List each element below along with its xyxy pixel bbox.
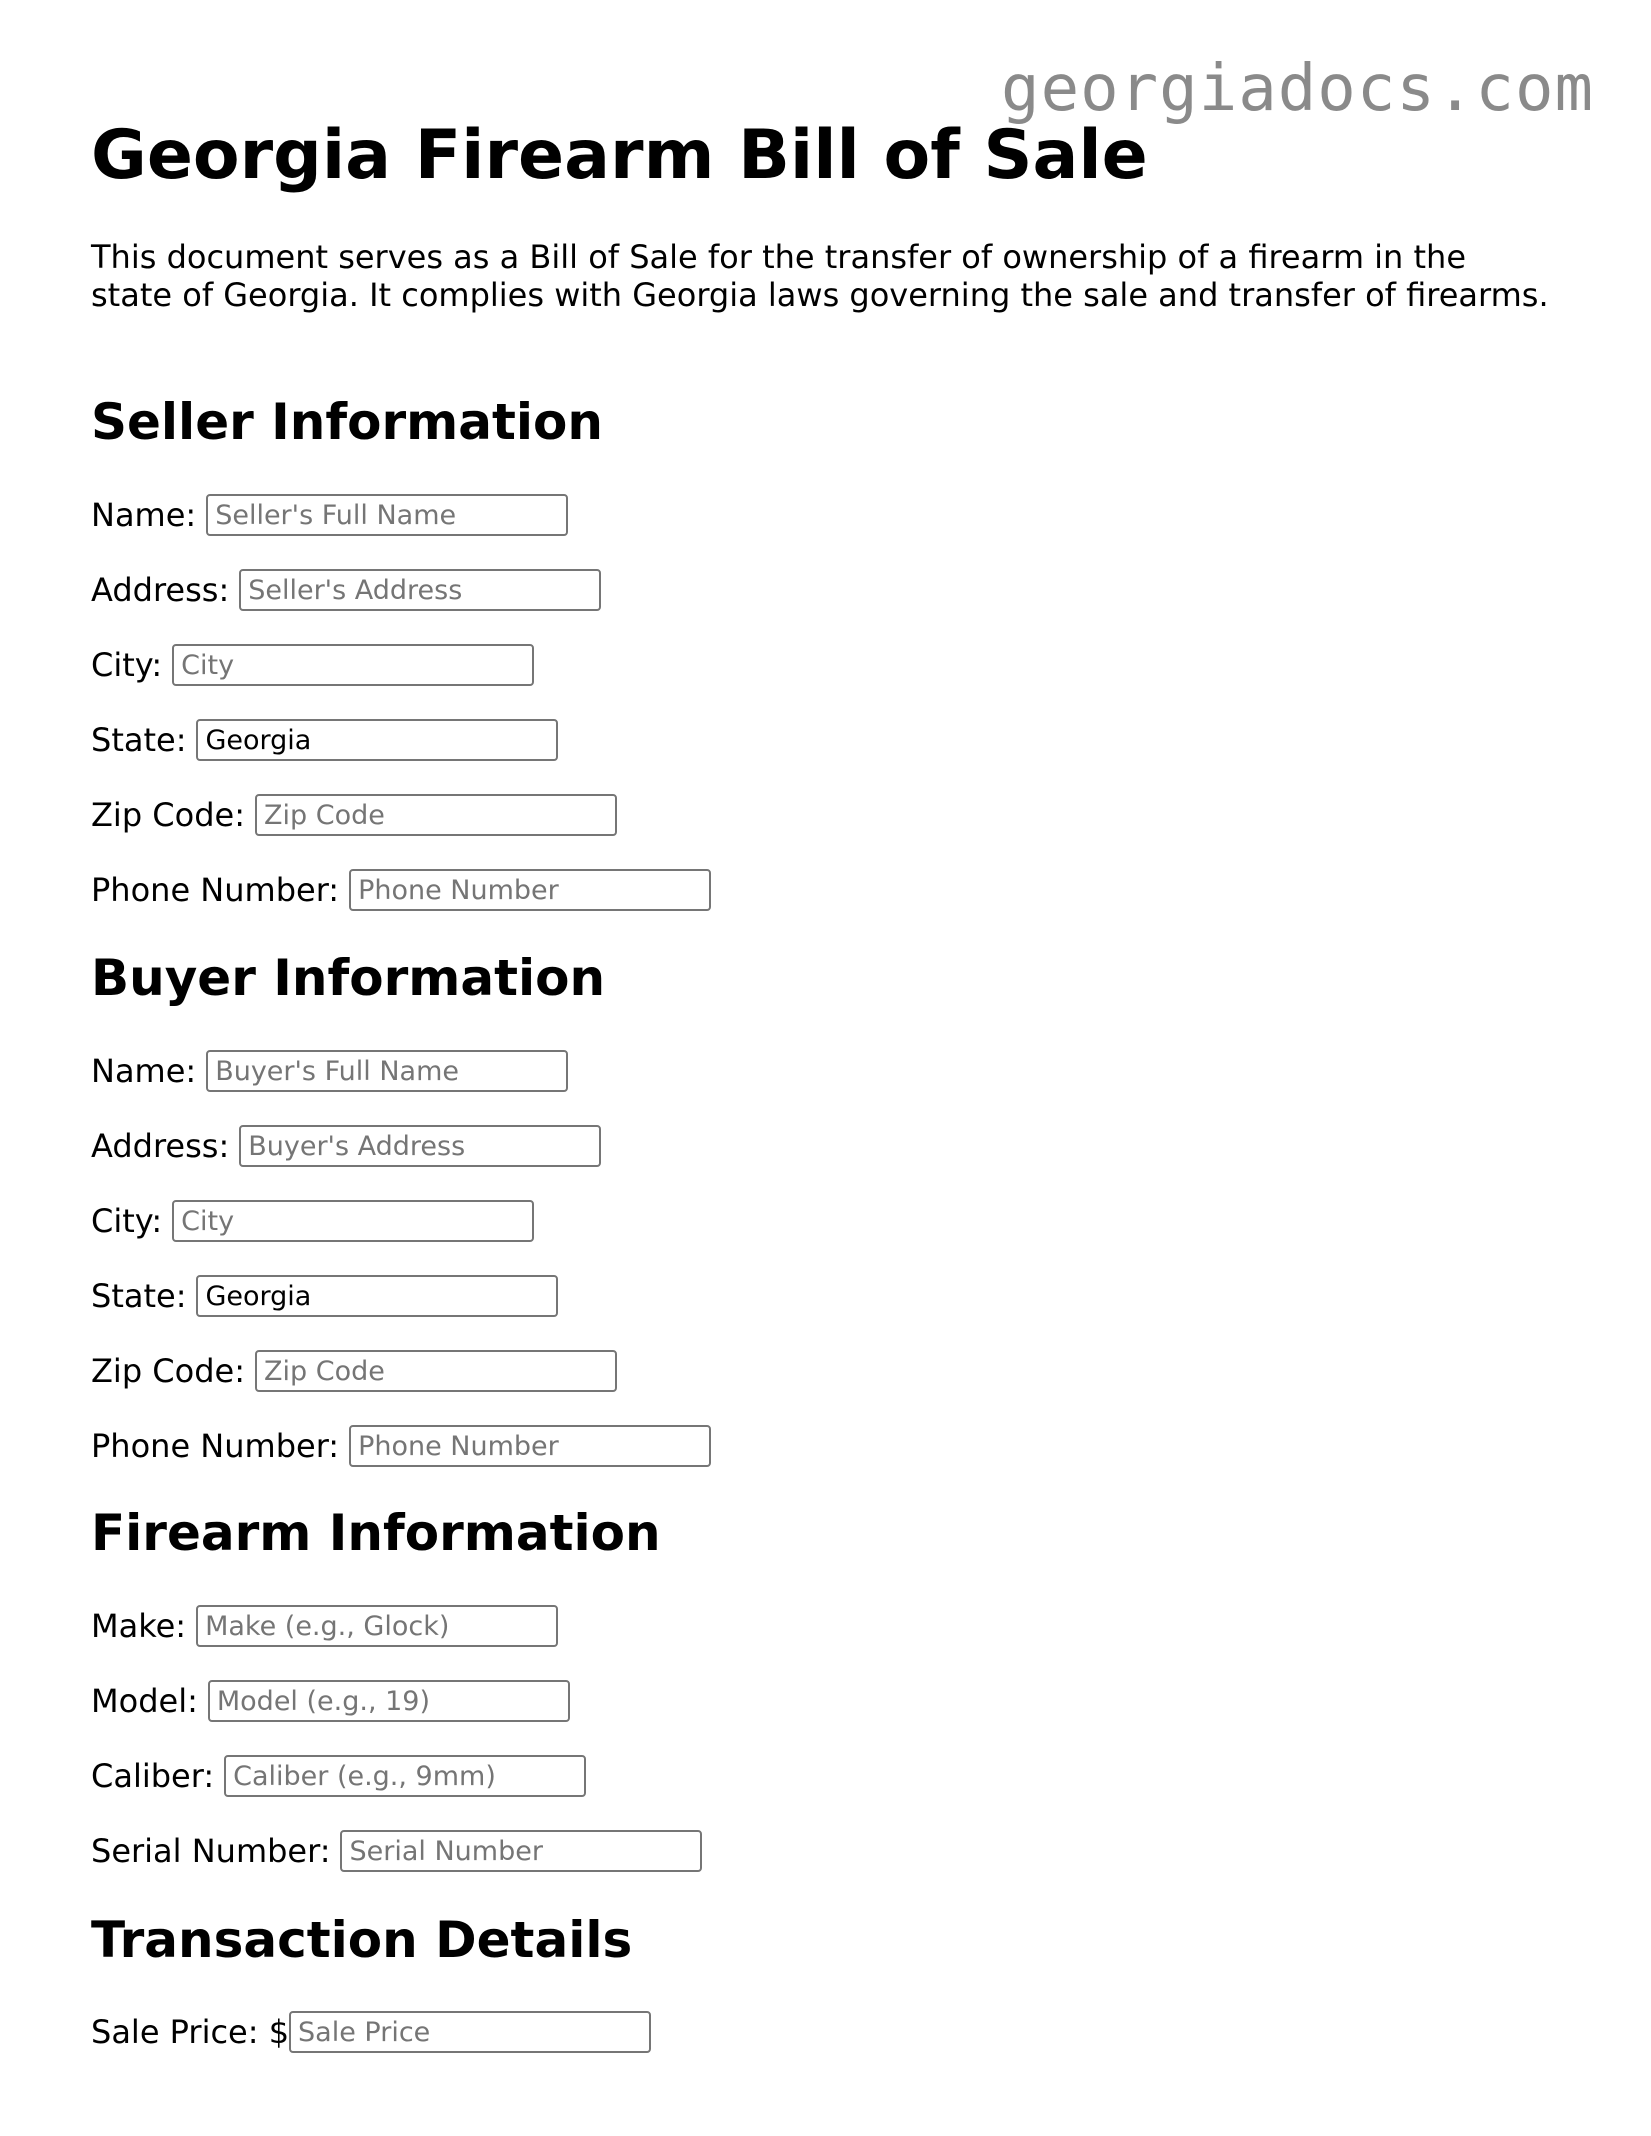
seller-state-label: State: [91,721,187,759]
firearm-make-input[interactable] [196,1605,558,1647]
seller-name-label: Name: [91,496,197,534]
seller-heading: Seller Information [91,393,603,451]
firearm-heading: Firearm Information [91,1504,661,1562]
buyer-name-label: Name: [91,1052,197,1090]
seller-city-row [91,644,534,686]
buyer-zip-row [91,1350,617,1392]
buyer-state-row [91,1275,558,1317]
firearm-serial-row [91,1830,702,1872]
firearm-serial-label: Serial Number: [91,1832,331,1870]
seller-zip-label: Zip Code: [91,796,245,834]
firearm-caliber-input[interactable] [224,1755,586,1797]
firearm-model-row [91,1680,570,1722]
transaction-heading: Transaction Details [91,1911,633,1969]
sale-price-input[interactable] [289,2011,651,2053]
intro-paragraph: This document serves as a Bill of Sale for the transfer of ownership of a firearm in the state of Georgia. It complies with Georgia laws governing the sale and transfer of firearms. [91,238,1549,314]
firearm-serial-input[interactable] [340,1830,702,1872]
buyer-heading: Buyer Information [91,949,606,1007]
seller-city-label: City: [91,646,163,684]
buyer-zip-input[interactable] [255,1350,617,1392]
seller-name-input[interactable] [206,494,568,536]
buyer-address-label: Address: [91,1127,230,1165]
buyer-address-input[interactable] [239,1125,601,1167]
seller-name-row [91,494,568,536]
buyer-phone-input[interactable] [349,1425,711,1467]
buyer-address-row [91,1125,601,1167]
buyer-state-input[interactable] [196,1275,558,1317]
firearm-model-input[interactable] [208,1680,570,1722]
seller-state-row [91,719,558,761]
seller-phone-row [91,869,711,911]
buyer-city-label: City: [91,1202,163,1240]
seller-zip-row [91,794,617,836]
sale-price-row [91,2011,651,2053]
buyer-city-input[interactable] [172,1200,534,1242]
firearm-model-label: Model: [91,1682,198,1720]
seller-address-row [91,569,601,611]
buyer-city-row [91,1200,534,1242]
seller-zip-input[interactable] [255,794,617,836]
seller-city-input[interactable] [172,644,534,686]
buyer-phone-label: Phone Number: [91,1427,340,1465]
buyer-state-label: State: [91,1277,187,1315]
seller-address-input[interactable] [239,569,601,611]
watermark: georgiadocs.com [1001,52,1594,126]
buyer-zip-label: Zip Code: [91,1352,245,1390]
buyer-phone-row [91,1425,711,1467]
buyer-name-input[interactable] [206,1050,568,1092]
firearm-caliber-label: Caliber: [91,1757,215,1795]
sale-price-label: Sale Price: $ [91,2013,290,2051]
seller-phone-label: Phone Number: [91,871,340,909]
seller-state-input[interactable] [196,719,558,761]
seller-address-label: Address: [91,571,230,609]
firearm-make-row [91,1605,558,1647]
firearm-make-label: Make: [91,1607,187,1645]
page-title: Georgia Firearm Bill of Sale [91,116,1148,195]
seller-phone-input[interactable] [349,869,711,911]
firearm-caliber-row [91,1755,586,1797]
buyer-name-row [91,1050,568,1092]
